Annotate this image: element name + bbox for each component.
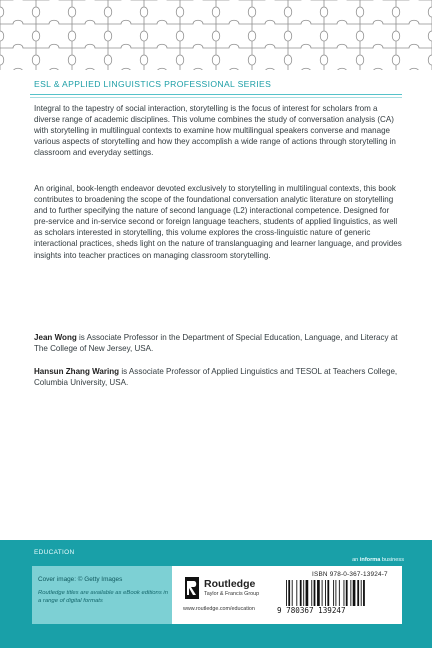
barcode-bar [344, 580, 345, 606]
author-bio [34, 366, 404, 388]
barcode-bar [346, 580, 348, 606]
barcode-bar [292, 580, 293, 606]
barcode-bar [314, 580, 316, 606]
routledge-logo-icon [185, 577, 199, 599]
publisher-url: www.routledge.com/education [183, 606, 255, 612]
divider [30, 97, 402, 98]
barcode-bar [339, 580, 340, 606]
barcode-bar [363, 580, 365, 606]
barcode-bar [353, 580, 356, 606]
publisher-group: Taylor & Francis Group [204, 591, 260, 597]
barcode-bar [306, 580, 309, 606]
barcode-bar [350, 580, 351, 606]
barcode-bar [303, 580, 304, 606]
barcode-bar [335, 580, 336, 606]
barcode-bar [317, 580, 320, 606]
series-title: ESL & APPLIED LINGUISTICS PROFESSIONAL SERIES [34, 79, 272, 89]
barcode-bar [327, 580, 329, 606]
author-name: Jean Wong [34, 333, 77, 342]
barcode-bar [322, 580, 323, 606]
ebook-note: Routledge titles are available as eBook editions in a range of digital formats [38, 590, 169, 604]
barcode-bar [288, 580, 290, 606]
barcode-bar [325, 580, 326, 606]
barcode-bar [357, 580, 359, 606]
informa-tagline: an informa business [352, 557, 404, 563]
cover-credit: Cover image: © Getty Images [38, 576, 123, 583]
isbn-label: ISBN 978-0-367-13924-7 [312, 571, 388, 578]
author-bio [34, 332, 404, 354]
divider [30, 94, 402, 95]
puzzle-border-pattern [0, 0, 432, 70]
description-paragraph: An original, book-length endeavor devoted exclusively to storytelling in multilingual contexts, this book contributes to broadening the scope of the foundational conversation analytic literature on storytelling and to further specifying the nature of second language (L2) interactional competence. Designed for pre-service and in-service second or foreign language teachers, students of applied linguistics, as well as scholars interested in storytelling, this volume explores the cross-linguistic nature of generic interactional practices, sheds light on the nature of translanguaging and learner language, and provides insights into teacher practices on managing classroom storytelling. [34, 184, 402, 260]
author-name: Hansun Zhang Waring [34, 367, 120, 376]
barcode-bar [333, 580, 334, 606]
author-bio-text: is Associate Professor of Applied Linguistics and TESOL at Teachers College, Columbia University, USA. [34, 367, 398, 388]
author-bio-text: is Associate Professor in the Department of Special Education, Language, and Literacy at The College of New Jersey, USA. [34, 333, 398, 354]
barcode-bar [311, 580, 312, 606]
subject-label: EDUCATION [34, 549, 75, 556]
barcode-bar [361, 580, 362, 606]
barcode-bar [300, 580, 302, 606]
barcode-bar [296, 580, 297, 606]
publisher-name: Routledge [204, 578, 256, 590]
description-paragraph: Integral to the tapestry of social interaction, storytelling is the focus of interest for scholars from a diverse range of academic disciplines. This volume combines the study of conversation analysis (CA) with storytelling in multilingual contexts to examine how multilingual speakers converse and manage various aspects of storytelling and how they accomplish a wide range of actions through storytelling in classroom and everyday settings. [34, 104, 396, 158]
barcode-bar [286, 580, 287, 606]
barcode-digits: 9 780367 139247 [277, 606, 346, 615]
